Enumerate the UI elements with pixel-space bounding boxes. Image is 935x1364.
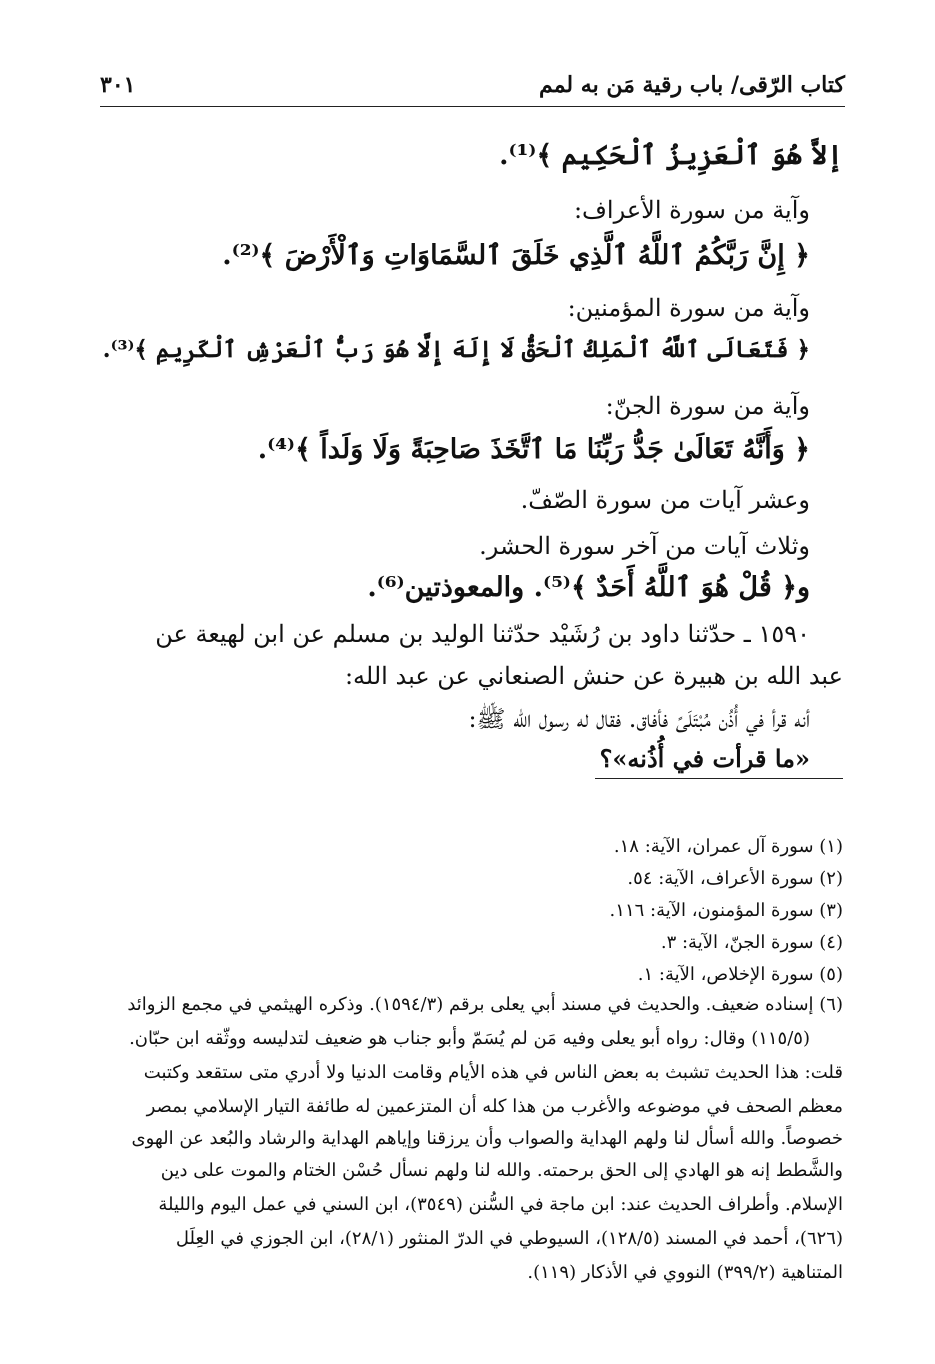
- running-title: كتاب الرّقى/ باب رقية مَن به لمم: [539, 72, 845, 98]
- hadith-line: «ما قرأت في أُذُنه»؟: [599, 744, 810, 773]
- footnote-item: (٤) سورة الجنّ، الآية: ٣.: [660, 932, 843, 953]
- footnote-item: (٦) إسناده ضعيف. والحديث في مسند أبي يعلى برقم (١٥٩٤/٣). وذكره الهيثمي في مجمع الزوائد: [127, 994, 843, 1015]
- footnote-divider: [595, 778, 843, 779]
- verse-line: إلاَّ هُوَ ٱلْعَزِيزُ ٱلْحَكِيم ﴾⁽¹⁾.: [499, 140, 843, 171]
- footnote-continuation: خصوصاً. والله أسأل لنا ولهم الهداية والصواب وأن يرزقنا وإياهم الهداية والرشاد والبُعد عن الهوى: [131, 1128, 843, 1149]
- footnote-continuation: (٦٢٦)، أحمد في المسند (١٢٨/٥)، السيوطي في الدرّ المنثور (٢٨/١)، ابن الجوزي في العِلَل: [175, 1228, 843, 1249]
- surah-intro: وآية من سورة المؤمنين:: [567, 294, 810, 322]
- footnote-continuation: (١١٥/٥) وقال: رواه أبو يعلى وفيه مَن لم يُسَمّ وأبو جناب هو ضعيف لتدليسه ووثّقه ابن حبّان.: [129, 1028, 810, 1049]
- surah-intro: وآية من سورة الأعراف:: [573, 196, 810, 224]
- verse-line: ﴿ إِنَّ رَبَّكُمُ ٱللَّهُ ٱلَّذِي خَلَقَ ٱلسَّمَاوَاتِ وَٱلْأَرْضَ ﴾⁽²⁾.: [222, 240, 810, 271]
- surah-intro: وآية من سورة الجنّ:: [605, 392, 810, 420]
- footnote-continuation: معظم الصحف في موضوعه والأغرب من هذا كله أن المتزعمين له طائفة التيار الإسلامي بمصر: [146, 1096, 843, 1117]
- hadith-line: ١٥٩٠ ـ حدّثنا داود بن رُشَيْد حدّثنا الوليد بن مسلم عن ابن لهيعة عن: [155, 620, 810, 648]
- page-header: [100, 70, 845, 107]
- verse-line: و﴿ قُلْ هُوَ ٱللَّهُ أَحَدٌ ﴾⁽⁵⁾. والمعوذتين⁽⁶⁾.: [367, 572, 810, 603]
- footnote-continuation: الإسلام. وأطراف الحديث عند: ابن ماجة في السُّنن (٣٥٤٩)، ابن السني في عمل اليوم والليلة: [158, 1194, 843, 1215]
- footnote-item: (٣) سورة المؤمنون، الآية: ١١٦.: [609, 900, 843, 921]
- hadith-line: عبد الله بن هبيرة عن حنش الصنعاني عن عبد الله:: [344, 662, 843, 690]
- body-line: وعشر آيات من سورة الصّفّ.: [520, 486, 810, 514]
- verse-line: ﴿ وَأَنَّهُ تَعَالَىٰ جَدُّ رَبِّنَا مَا ٱتَّخَذَ صَاحِبَةً وَلَا وَلَداً ﴾⁽⁴⁾.: [257, 434, 810, 465]
- footnote-continuation: والشَّطط إنه هو الهادي إلى الحق برحمته. والله لنا ولهم نسأل حُسْن الختام والموت على دين: [160, 1160, 843, 1181]
- footnote-item: (١) سورة آل عمران، الآية: ١٨.: [613, 836, 843, 857]
- hadith-line: أنه قرأ في أُذُن مُبْتَلَىً فأفاق. فقال له رسول الله ﷺ:: [468, 705, 810, 733]
- footnote-continuation: قلت: هذا الحديث تشبث به بعض الناس في هذه الأيام وقامت الدنيا ولا أدري متى ستقعد وكتبت: [143, 1062, 843, 1083]
- footnote-item: (٥) سورة الإخلاص، الآية: ١.: [637, 964, 843, 985]
- body-line: وثلاث آيات من آخر سورة الحشر.: [479, 532, 810, 560]
- footnote-item: (٢) سورة الأعراف، الآية: ٥٤.: [627, 868, 843, 889]
- verse-line: ﴿ فَتَعَالَى ٱللَّهُ ٱلْمَلِكُ ٱلْحَقُّ لَا إِلَهَ إِلَّا هُوَ رَبُّ ٱلْعَرْشِ ٱلْكَرِيمِ ﴾⁽³⁾.: [102, 336, 810, 363]
- page-number: ٣٠١: [100, 72, 136, 98]
- footnote-continuation: المتناهية (٣٩٩/٢) النووي في الأذكار (١١٩).: [527, 1262, 843, 1283]
